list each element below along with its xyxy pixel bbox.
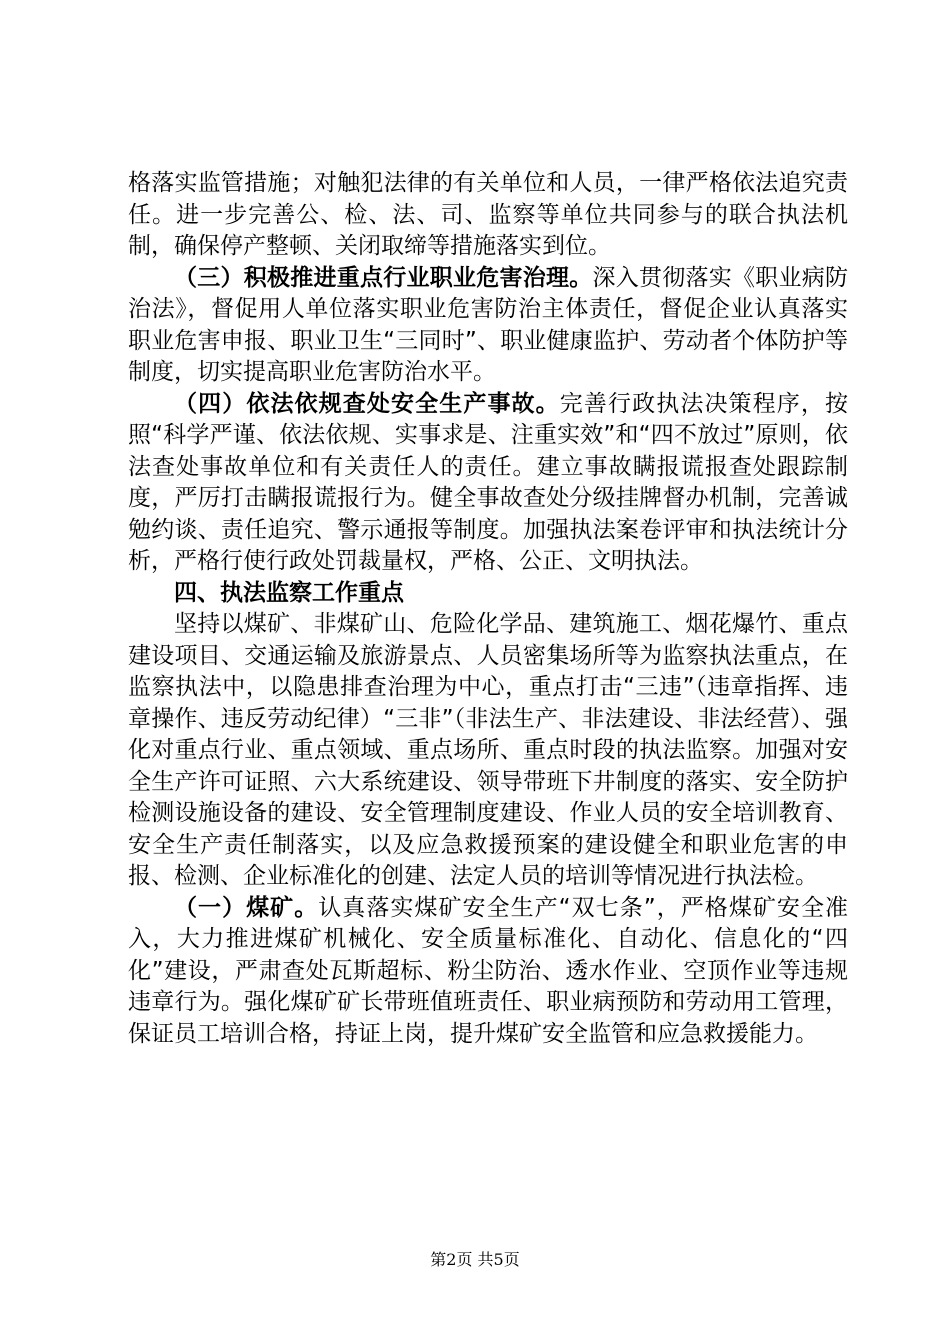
paragraph-part-4-intro: 坚持以煤矿、非煤矿山、危险化学品、建筑施工、烟花爆竹、重点建设项目、交通运输及旅游景点、人员密集场所等为监察执法重点，在监察执法中，以隐患排查治理为中心，重点打击“三违”（违章指挥、违章操作、违反劳动纪律）“三非”（非法生产、非法建设、非法经营）、强化对重点行业、重点领域、重点场所、重点时段的执法监察。加强对安全生产许可证照、六大系统建设、领导带班下井制度的落实、安全防护检测设施设备的建设、安全管理制度建设、作业人员的安全培训教育、安全生产责任制落实，以及应急救援预案的建设健全和职业危害的申报、检测、企业标准化的创建、法定人员的培训等情况进行执法检。 xyxy=(128,611,848,889)
section-1-body: 认真落实煤矿安全生产“双七条”，严格煤矿安全准入，大力推进煤矿机械化、安全质量标准化、自动化、信息化的“四化”建设，严肃查处瓦斯超标、粉尘防治、透水作业、空顶作业等违规违章行为。强化煤矿矿长带班值班责任、职业病预防和劳动用工管理，保证员工培训合格，持证上岗，提升煤矿安全监管和应急救援能力。 xyxy=(128,894,848,1047)
section-3-body: 深入贯彻落实《职业病防治法》，督促用人单位落实职业危害防治主体责任，督促企业认真落实职业危害申报、职业卫生“三同时”、职业健康监护、劳动者个体防护等制度，切实提高职业危害防治水平。 xyxy=(128,264,848,385)
section-4-title: （四）依法依规查处安全生产事故。 xyxy=(174,390,560,417)
paragraph-section-4 xyxy=(128,389,848,578)
section-4-body: 完善行政执法决策程序，按照“科学严谨、依法依规、实事求是、注重实效”和“四不放过”原则，依法查处事故单位和有关责任人的责任。建立事故瞒报谎报查处跟踪制度，严厉打击瞒报谎报行为。健全事故查处分级挂牌督办机制，完善诚勉约谈、责任追究、警示通报等制度。加强执法案卷评审和执法统计分析，严格行使行政处罚裁量权，严格、公正、文明执法。 xyxy=(128,390,849,574)
section-1-title: （一）煤矿。 xyxy=(174,894,319,921)
paragraph-section-1-coal xyxy=(128,893,848,1051)
paragraph-section-3 xyxy=(128,263,848,389)
document-body xyxy=(128,168,848,1050)
page-footer: 第2页 共5页 xyxy=(430,1250,520,1269)
paragraph-continued: 格落实监管措施；对触犯法律的有关单位和人员，一律严格依法追究责任。进一步完善公、检、法、司、监察等单位共同参与的联合执法机制，确保停产整顿、关闭取缔等措施落实到位。 xyxy=(128,170,848,259)
section-3-title: （三）积极推进重点行业职业危害治理。 xyxy=(174,264,593,291)
heading-part-4: 四、执法监察工作重点 xyxy=(174,579,404,606)
